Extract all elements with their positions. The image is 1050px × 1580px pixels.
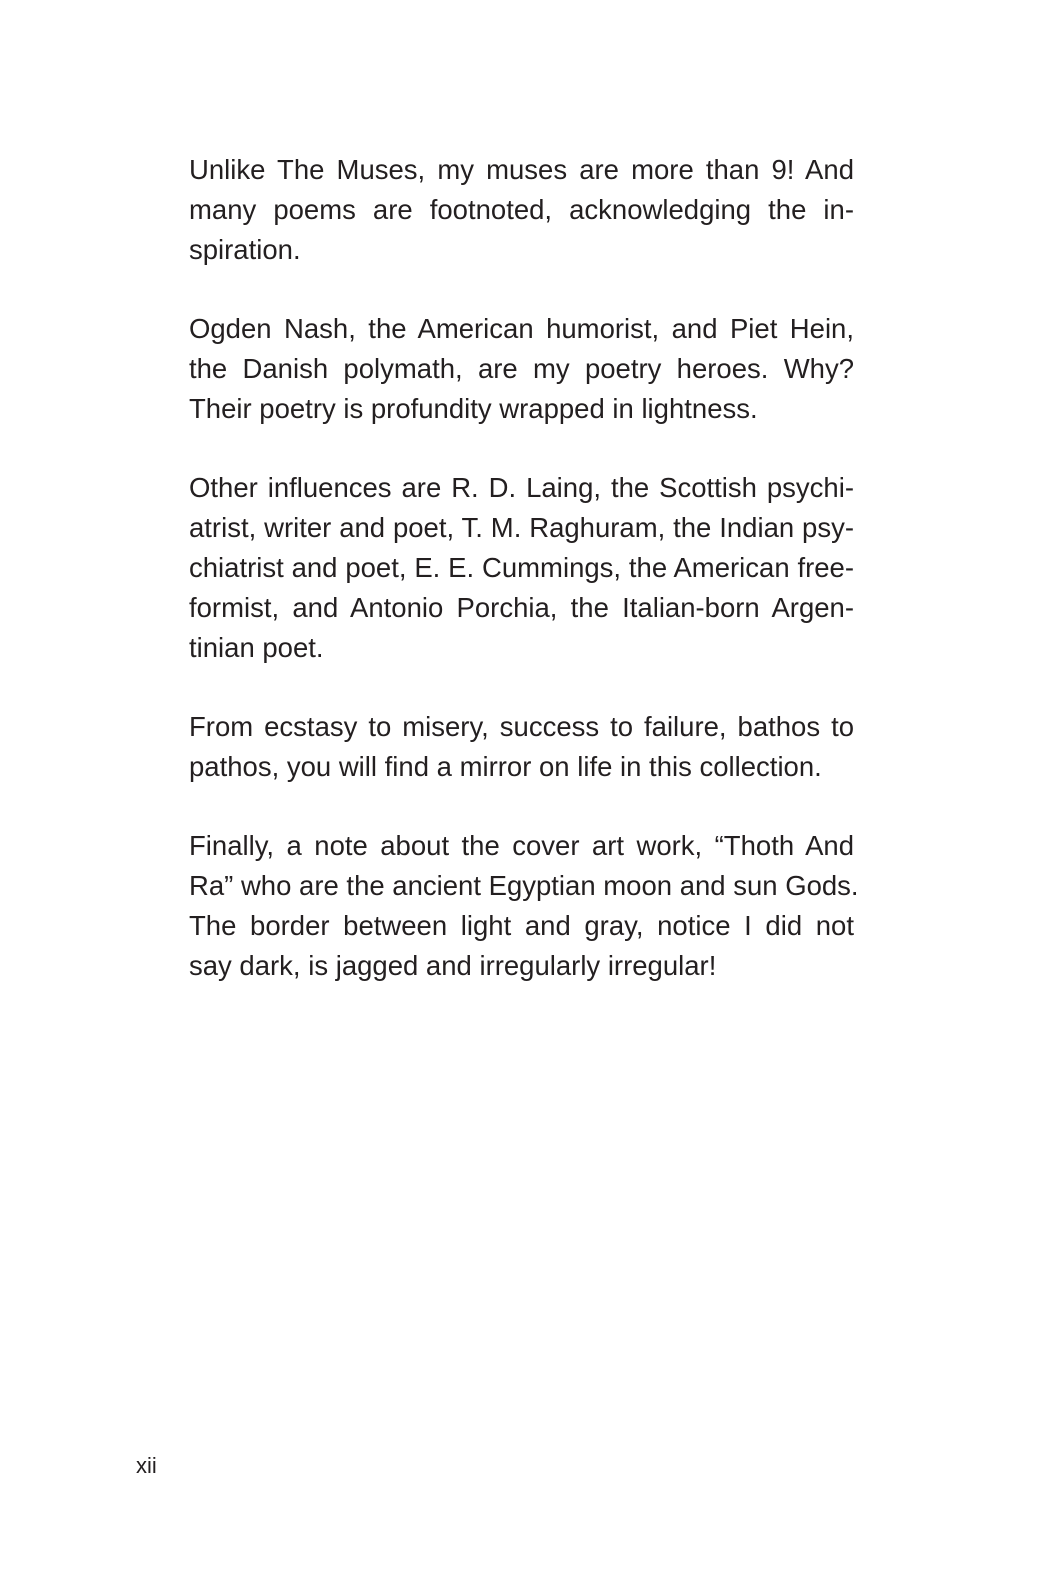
text-line: The border between light and gray, notice I did not	[189, 910, 854, 941]
paragraph-spacer	[189, 270, 854, 309]
text-line: many poems are footnoted, acknowledging the in-	[189, 194, 854, 225]
text-line: From ecstasy to misery, success to failure, bathos to	[189, 711, 854, 742]
body-text	[189, 150, 859, 986]
paragraph-muses	[189, 150, 854, 270]
page-number: xii	[136, 1453, 157, 1478]
paragraph-spacer	[189, 429, 854, 468]
text-line: Finally, a note about the cover art work, “Thoth And	[189, 830, 854, 861]
text-line: say dark, is jagged and irregularly irregular!	[189, 950, 717, 981]
text-line: Their poetry is profundity wrapped in lightness.	[189, 393, 758, 424]
paragraph-mirror-on-life	[189, 707, 854, 787]
paragraph-poetry-heroes	[189, 309, 854, 429]
text-line: the Danish polymath, are my poetry heroes. Why?	[189, 353, 854, 384]
text-line: Ogden Nash, the American humorist, and Piet Hein,	[189, 313, 854, 344]
text-line: atrist, writer and poet, T. M. Raghuram, the Indian psy-	[189, 512, 854, 543]
paragraph-spacer	[189, 787, 854, 826]
text-line: Unlike The Muses, my muses are more than 9! And	[189, 154, 854, 185]
paragraph-cover-art	[189, 826, 859, 986]
paragraph-spacer	[189, 668, 854, 707]
text-line: pathos, you will find a mirror on life in this collection.	[189, 751, 822, 782]
text-line: Other influences are R. D. Laing, the Scottish psychi-	[189, 472, 854, 503]
paragraph-influences	[189, 468, 854, 668]
text-line: spiration.	[189, 234, 301, 265]
text-line: Ra” who are the ancient Egyptian moon and sun Gods.	[189, 870, 859, 901]
text-line: chiatrist and poet, E. E. Cummings, the American free-	[189, 552, 854, 583]
text-line: tinian poet.	[189, 632, 324, 663]
text-line: formist, and Antonio Porchia, the Italian-born Argen-	[189, 592, 854, 623]
